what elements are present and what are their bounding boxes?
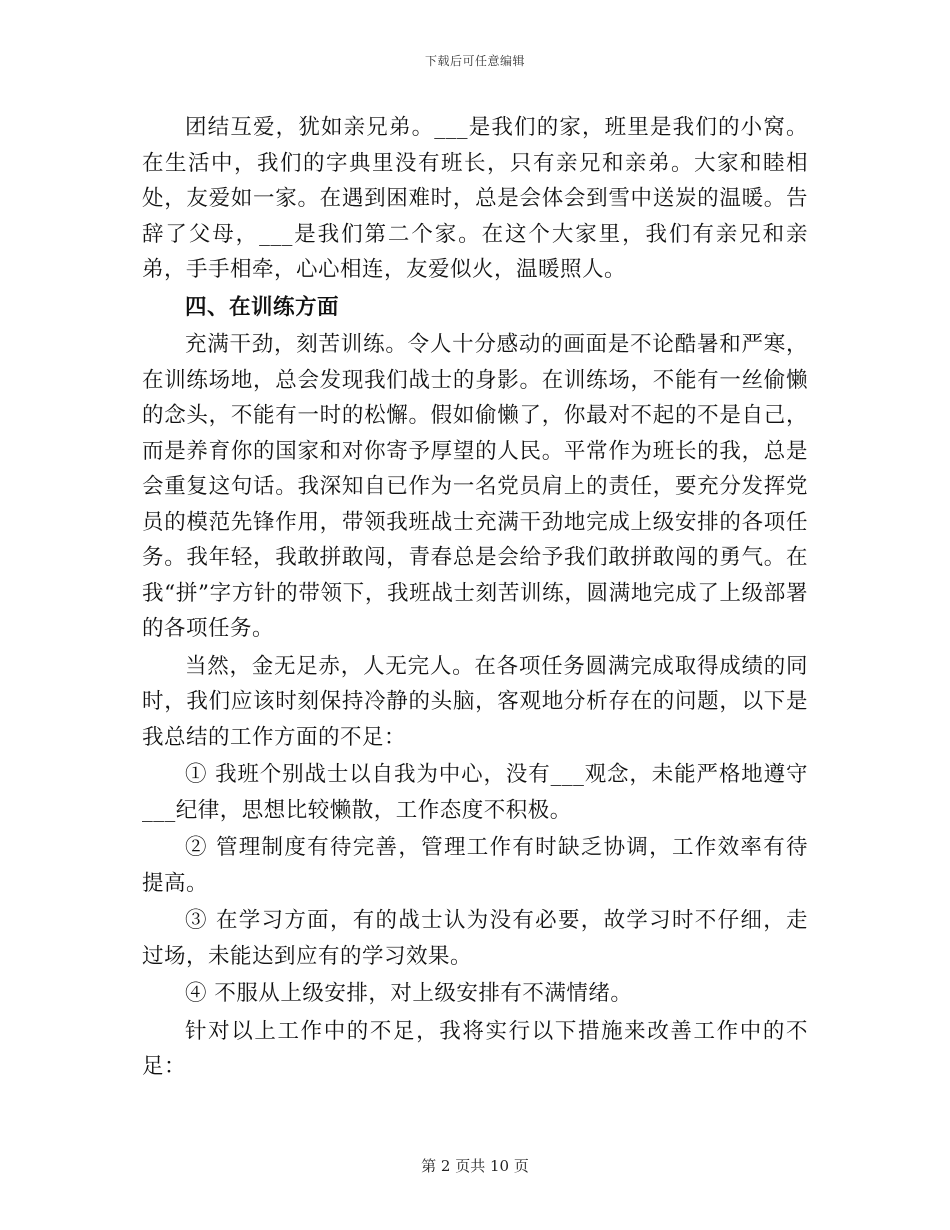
- paragraph-shortcomings-intro: 当然，金无足赤，人无完人。在各项任务圆满完成取得成绩的同时，我们应该时刻保持冷静的头脑，客观地分析存在的问题，以下是我总结的工作方面的不足：: [142, 653, 808, 750]
- paragraph-measures-intro: 针对以上工作中的不足，我将实行以下措施来改善工作中的不足：: [142, 1018, 808, 1079]
- paragraph-unity: 团结互爱，犹如亲兄弟。___是我们的家，班里是我们的小窝。在生活中，我们的字典里没有班长，只有亲兄和亲弟。大家和睦相处，友爱如一家。在遇到困难时，总是会体会到雪中送炭的温暖。告辞了父母，___是我们第二个家。在这个大家里，我们有亲兄和亲弟，手手相牵，心心相连，友爱似火，温暖照人。: [142, 115, 808, 282]
- page-footer: 第 2 页共 10 页: [421, 1157, 529, 1175]
- list-item-shortcoming-3: ③ 在学习方面，有的战士认为没有必要，故学习时不仔细，走过场，未能达到应有的学习效果。: [142, 908, 808, 969]
- section-heading-training: 四、在训练方面: [185, 294, 340, 320]
- list-item-shortcoming-4: ④ 不服从上级安排，对上级安排有不满情绪。: [185, 981, 633, 1006]
- list-item-shortcoming-1: ① 我班个别战士以自我为中心，没有___观念，未能严格地遵守___纪律，思想比较懒散，工作态度不积极。: [142, 762, 808, 823]
- paragraph-training: 充满干劲，刻苦训练。令人十分感动的画面是不论酷暑和严寒，在训练场地，总会发现我们战士的身影。在训练场，不能有一丝偷懒的念头，不能有一时的松懈。假如偷懒了，你最对不起的不是自己，而是养育你的国家和对你寄予厚望的人民。平常作为班长的我，总是会重复这句话。我深知自已作为一名党员肩上的责任，要充分发挥党员的模范先锋作用，带领我班战士充满干劲地完成上级安排的各项任务。我年轻，我敢拼敢闯，青春总是会给予我们敢拼敢闯的勇气。在我“拼”字方针的带领下，我班战士刻苦训练，圆满地完成了上级部署的各项任务。: [142, 332, 808, 641]
- page-header: 下载后可任意编辑: [424, 54, 525, 68]
- document-body: [142, 110, 808, 1087]
- list-item-shortcoming-2: ② 管理制度有待完善，管理工作有时缺乏协调，工作效率有待提高。: [142, 835, 808, 896]
